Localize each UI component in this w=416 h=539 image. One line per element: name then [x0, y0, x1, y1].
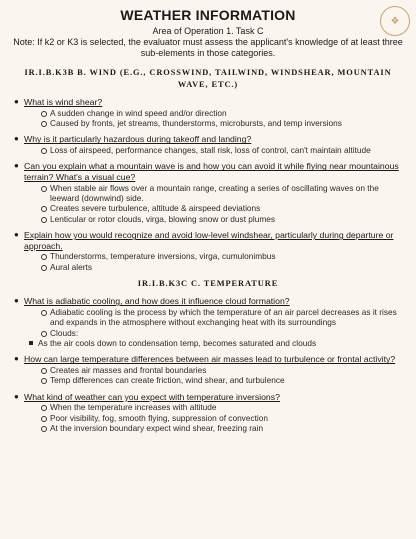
answer-item: Creates air masses and frontal boundaries	[50, 365, 402, 375]
answer-item: When stable air flows over a mountain range, creating a series of oscillating waves on the leeward (downwind) side.	[50, 183, 402, 204]
evaluator-note: Note: If k2 or K3 is selected, the evaluator must assess the applicant's knowledge of at least three sub-elements in those categories.	[13, 37, 403, 58]
page-title: WEATHER INFORMATION	[120, 7, 296, 23]
question-item	[12, 134, 402, 155]
answer-item: Thunderstorms, temperature inversions, virga, cumulonimbus	[50, 251, 402, 261]
question-item	[12, 392, 402, 434]
bullet-icon: ●	[14, 161, 19, 171]
section-wind	[0, 97, 416, 272]
logo-icon: ❖	[380, 6, 410, 36]
section-title-wind: IR.I.B.K3B B. WIND (E.G., CROSSWIND, TAILWIND, WINDSHEAR, MOUNTAIN WAVE, ETC.)	[24, 68, 392, 89]
sub-answer-item: As the air cools down to condensation temp, becomes saturated and clouds	[38, 338, 402, 348]
question-text: Can you explain what a mountain wave is and how you can avoid it while flying near mountainous terrain? What's a visual cue?	[24, 161, 399, 182]
section-title-temperature: IR.I.B.K3C C. TEMPERATURE	[137, 279, 279, 289]
question-text: How can large temperature differences between air masses lead to turbulence or frontal activity?	[24, 354, 396, 365]
bullet-icon: ●	[14, 134, 19, 144]
question-item	[12, 97, 402, 128]
answer-item: Poor visibility, fog, smooth flying, suppression of convection	[50, 413, 402, 423]
question-text: Explain how you would recognize and avoid low-level windshear, particularly during departure or approach.	[24, 230, 394, 251]
bullet-icon: ●	[14, 296, 19, 306]
answer-item: Lenticular or rotor clouds, virga, blowing snow or dust plumes	[50, 214, 402, 224]
bullet-icon: ●	[14, 391, 19, 401]
question-text: What is adiabatic cooling, and how does it influence cloud formation?	[24, 296, 290, 307]
question-item	[12, 296, 402, 348]
bullet-icon: ●	[14, 354, 19, 364]
bullet-icon: ●	[14, 230, 19, 240]
answer-item: Adiabatic cooling is the process by which the temperature of an air parcel decreases as it rises and expands in the atmosphere without exchanging heat with its surroundings	[50, 307, 402, 328]
section-temperature	[0, 296, 416, 433]
question-item	[12, 230, 402, 272]
question-text: Why is it particularly hazardous during takeoff and landing?	[24, 134, 252, 145]
answer-item: A sudden change in wind speed and/or direction	[50, 108, 402, 118]
question-item	[12, 161, 402, 224]
question-text: What kind of weather can you expect with temperature inversions?	[24, 391, 280, 402]
answer-item: Caused by fronts, jet streams, thunderstorms, microbursts, and temp inversions	[50, 118, 402, 128]
question-text: What is wind shear?	[24, 97, 103, 107]
page-subtitle: Area of Operation 1. Task C	[152, 26, 264, 36]
answer-item: Clouds:	[50, 328, 402, 338]
answer-item: Loss of airspeed, performance changes, stall risk, loss of control, can't maintain altitude	[50, 145, 402, 155]
answer-item: When the temperature increases with altitude	[50, 402, 402, 412]
answer-item: At the inversion boundary expect wind shear, freezing rain	[50, 423, 402, 433]
answer-item: Aural alerts	[50, 262, 402, 272]
answer-item: Creates severe turbulence, altitude & airspeed deviations	[50, 203, 402, 213]
answer-item: Temp differences can create friction, wind shear, and turbulence	[50, 375, 402, 385]
question-item	[12, 354, 402, 385]
bullet-icon: ●	[14, 97, 19, 106]
page-header	[0, 0, 416, 59]
